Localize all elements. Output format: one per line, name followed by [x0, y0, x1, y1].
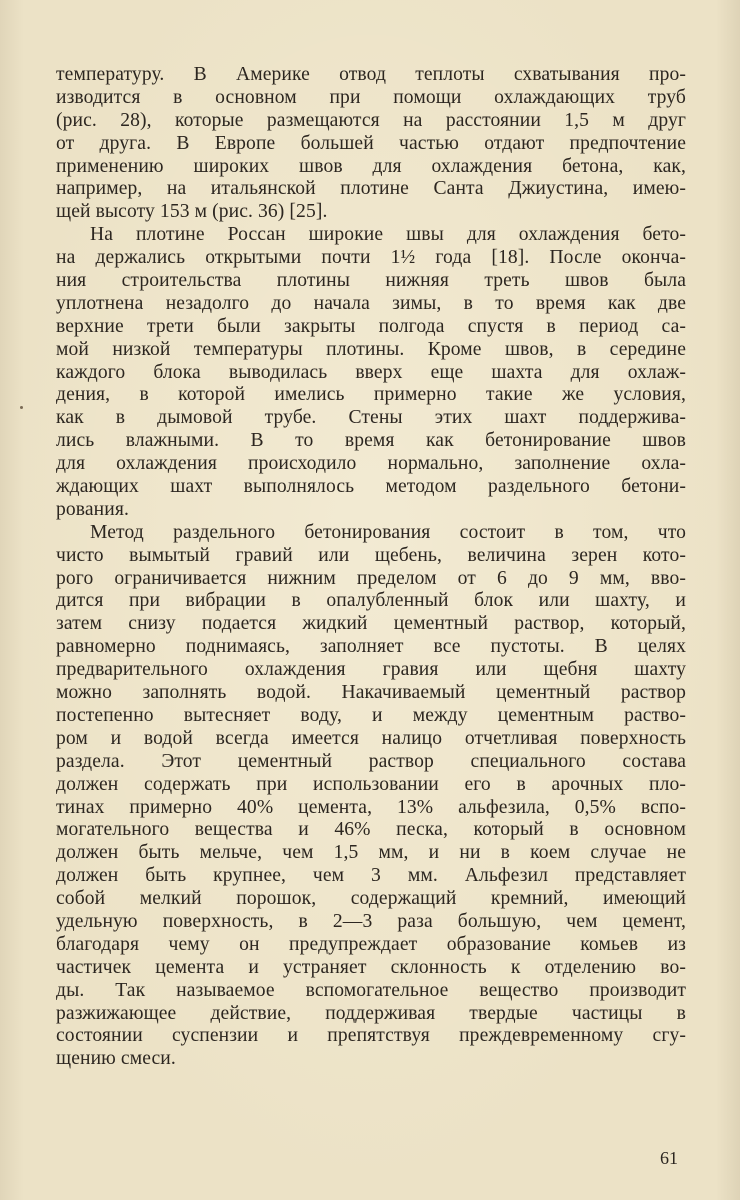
text-line: лись влажными. В то время как бетонирование швов: [56, 430, 686, 452]
text-line: ждающих шахт выполнялось методом раздельного бетони-: [56, 476, 686, 498]
text-line: уплотнена незадолго до начала зимы, в то время как две: [56, 292, 686, 314]
text-line: удельную поверхность, в 2—3 раза большую, чем цемент,: [56, 910, 686, 932]
text-line: рования.: [56, 498, 129, 520]
text-line: должен быть мельче, чем 1,5 мм, и ни в коем случае не: [56, 842, 686, 864]
text-line: для охлаждения происходило нормально, заполнение охла-: [56, 453, 686, 475]
text-line: ния строительства плотины нижняя треть швов была: [56, 270, 686, 292]
text-line: раздела. Этот цементный раствор специального состава: [56, 750, 686, 772]
text-line: состоянии суспензии и препятствуя преждевременному сгу-: [56, 1025, 686, 1047]
text-line: ром и водой всегда имеется налицо отчетливая поверхность: [56, 727, 686, 749]
text-line: чисто вымытый гравий или щебень, величина зерен кото-: [56, 544, 686, 566]
scan-speck: [20, 406, 23, 409]
text-line: разжижающее действие, поддерживая твердые частицы в: [56, 1002, 686, 1024]
text-line: благодаря чему он предупреждает образование комьев из: [56, 933, 686, 955]
text-line: от друга. В Европе большей частью отдают предпочтение: [56, 132, 686, 154]
page-number: 61: [660, 1148, 678, 1168]
text-line: применению широких швов для охлаждения бетона, как,: [56, 155, 686, 177]
text-line: каждого блока выводилась вверх еще шахта для охлаж-: [56, 361, 686, 383]
body-text: [56, 64, 686, 1071]
text-line: дения, в которой имелись примерно такие же условия,: [56, 384, 686, 406]
text-line: постепенно вытесняет воду, и между цементным раство-: [56, 704, 686, 726]
text-line: мой низкой температуры плотины. Кроме швов, в середине: [56, 338, 686, 360]
text-line: предварительного охлаждения гравия или щебня шахту: [56, 659, 686, 681]
text-line: ды. Так называемое вспомогательное вещество производит: [56, 979, 686, 1001]
text-line: рого ограничивается нижним пределом от 6 до 9 мм, вво-: [56, 567, 686, 589]
text-line: собой мелкий порошок, содержащий кремний, имеющий: [56, 888, 686, 910]
text-line: дится при вибрации в опалубленный блок или шахту, и: [56, 590, 686, 612]
text-line: На плотине Россан широкие швы для охлаждения бето-: [90, 224, 686, 246]
text-line: должен быть крупнее, чем 3 мм. Альфезил представляет: [56, 865, 686, 887]
text-line: например, на итальянской плотине Санта Джиустина, имею-: [56, 178, 686, 200]
text-line: изводится в основном при помощи охлаждающих труб: [56, 86, 686, 108]
text-line: можно заполнять водой. Накачиваемый цементный раствор: [56, 682, 686, 704]
text-line: равномерно поднимаясь, заполняет все пустоты. В целях: [56, 636, 686, 658]
text-line: верхние трети были закрыты полгода спустя в период са-: [56, 315, 686, 337]
text-line: должен содержать при использовании его в арочных пло-: [56, 773, 686, 795]
text-line: на держались открытыми почти 1½ года [18]. После оконча-: [56, 247, 686, 269]
text-line: щению смеси.: [56, 1048, 176, 1070]
text-line: Метод раздельного бетонирования состоит в том, что: [90, 521, 686, 543]
text-line: тинах примерно 40% цемента, 13% альфезила, 0,5% вспо-: [56, 796, 686, 818]
text-line: (рис. 28), которые размещаются на расстоянии 1,5 м друг: [56, 109, 686, 131]
text-line: щей высоту 153 м (рис. 36) [25].: [56, 201, 328, 223]
text-line: частичек цемента и устраняет склонность к отделению во-: [56, 956, 686, 978]
text-line: как в дымовой трубе. Стены этих шахт поддержива-: [56, 407, 686, 429]
text-line: температуру. В Америке отвод теплоты схватывания про-: [56, 64, 686, 85]
text-line: затем снизу подается жидкий цементный раствор, который,: [56, 613, 686, 635]
text-line: могательного вещества и 46% песка, который в основном: [56, 819, 686, 841]
